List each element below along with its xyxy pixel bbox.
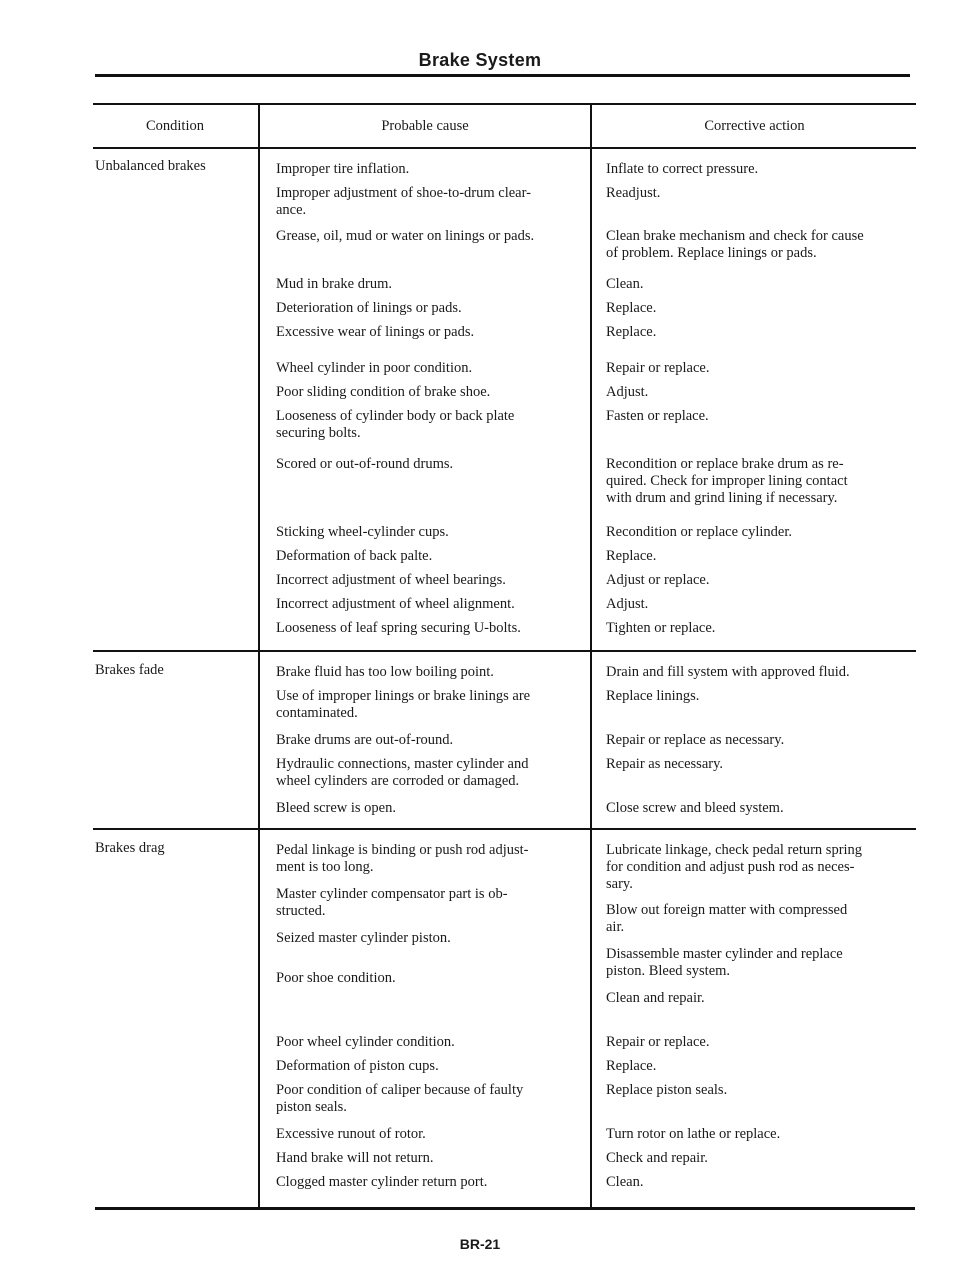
cause-text: Hydraulic connections, master cylinder and wheel cylinders are corroded or damaged.	[276, 756, 529, 789]
cause-text: Scored or out-of-round drums.	[276, 456, 454, 472]
cause-text: Deterioration of linings or pads.	[276, 300, 462, 316]
cause-text: Clogged master cylinder return port.	[276, 1174, 488, 1190]
cause-text: Poor shoe condition.	[276, 970, 396, 986]
action-text: Close screw and bleed system.	[606, 800, 784, 816]
cause-text: Bleed screw is open.	[276, 800, 396, 816]
action-text: Replace.	[606, 1058, 657, 1074]
cause-text: Grease, oil, mud or water on linings or pads.	[276, 228, 535, 244]
action-text: Clean and repair.	[606, 990, 705, 1006]
action-text: Repair as necessary.	[606, 756, 724, 772]
section-rule	[93, 828, 916, 830]
cause-text: Master cylinder compensator part is ob- structed.	[276, 886, 508, 919]
cause-text: Sticking wheel-cylinder cups.	[276, 524, 449, 540]
table-top-rule	[93, 103, 916, 105]
cause-text: Improper adjustment of shoe-to-drum clear- ance.	[276, 185, 531, 218]
cause-text: Looseness of cylinder body or back plate securing bolts.	[276, 408, 515, 441]
action-text: Replace.	[606, 324, 657, 340]
cause-text: Incorrect adjustment of wheel alignment.	[276, 596, 515, 612]
cause-text: Brake fluid has too low boiling point.	[276, 664, 494, 680]
action-text: Clean brake mechanism and check for cause of problem. Replace linings or pads.	[606, 228, 864, 261]
action-text: Replace linings.	[606, 688, 700, 704]
condition-cell: Brakes drag	[95, 840, 165, 856]
cause-text: Improper tire inflation.	[276, 161, 410, 177]
action-text: Turn rotor on lathe or replace.	[606, 1126, 781, 1142]
action-text: Replace piston seals.	[606, 1082, 728, 1098]
action-text: Fasten or replace.	[606, 408, 709, 424]
cause-text: Deformation of piston cups.	[276, 1058, 439, 1074]
action-text: Disassemble master cylinder and replace piston. Bleed system.	[606, 946, 843, 979]
action-text: Clean.	[606, 276, 644, 292]
action-text: Check and repair.	[606, 1150, 708, 1166]
action-text: Clean.	[606, 1174, 644, 1190]
column-header-action: Corrective action	[704, 118, 805, 134]
cause-text: Excessive runout of rotor.	[276, 1126, 426, 1142]
condition-cell: Unbalanced brakes	[95, 158, 206, 174]
action-text: Replace.	[606, 548, 657, 564]
cause-text: Use of improper linings or brake linings are contaminated.	[276, 688, 531, 721]
cause-text: Wheel cylinder in poor condition.	[276, 360, 473, 376]
cause-text: Excessive wear of linings or pads.	[276, 324, 475, 340]
action-text: Blow out foreign matter with compressed air.	[606, 902, 848, 935]
action-text: Inflate to correct pressure.	[606, 161, 759, 177]
cause-text: Seized master cylinder piston.	[276, 930, 451, 946]
bottom-rule	[95, 1207, 915, 1210]
action-text: Lubricate linkage, check pedal return spring for condition and adjust push rod as neces- sary.	[606, 842, 863, 892]
cause-text: Hand brake will not return.	[276, 1150, 434, 1166]
action-text: Adjust.	[606, 596, 649, 612]
cause-text: Incorrect adjustment of wheel bearings.	[276, 572, 506, 588]
column-header-cause: Probable cause	[381, 118, 469, 134]
action-text: Repair or replace.	[606, 360, 710, 376]
column-divider	[590, 104, 592, 1208]
column-divider	[258, 104, 260, 1208]
page-number: BR-21	[459, 1236, 501, 1252]
cause-text: Poor condition of caliper because of faulty piston seals.	[276, 1082, 524, 1115]
condition-cell: Brakes fade	[95, 662, 164, 678]
cause-text: Mud in brake drum.	[276, 276, 392, 292]
action-text: Readjust.	[606, 185, 661, 201]
action-text: Tighten or replace.	[606, 620, 716, 636]
cause-text: Deformation of back palte.	[276, 548, 433, 564]
action-text: Adjust or replace.	[606, 572, 710, 588]
column-header-condition: Condition	[145, 118, 204, 134]
action-text: Replace.	[606, 300, 657, 316]
cause-text: Brake drums are out-of-round.	[276, 732, 454, 748]
cause-text: Looseness of leaf spring securing U-bolts.	[276, 620, 521, 636]
header-rule	[93, 147, 916, 149]
action-text: Recondition or replace brake drum as re- quired. Check for improper lining contact with drum and grind lining if necessary.	[606, 456, 848, 506]
action-text: Repair or replace.	[606, 1034, 710, 1050]
section-rule	[93, 650, 916, 652]
cause-text: Poor wheel cylinder condition.	[276, 1034, 455, 1050]
action-text: Recondition or replace cylinder.	[606, 524, 793, 540]
action-text: Adjust.	[606, 384, 649, 400]
title-rule	[95, 74, 910, 77]
cause-text: Pedal linkage is binding or push rod adjust- ment is too long.	[276, 842, 529, 875]
cause-text: Poor sliding condition of brake shoe.	[276, 384, 491, 400]
action-text: Drain and fill system with approved fluid.	[606, 664, 850, 680]
page-title: Brake System	[418, 50, 542, 70]
action-text: Repair or replace as necessary.	[606, 732, 785, 748]
